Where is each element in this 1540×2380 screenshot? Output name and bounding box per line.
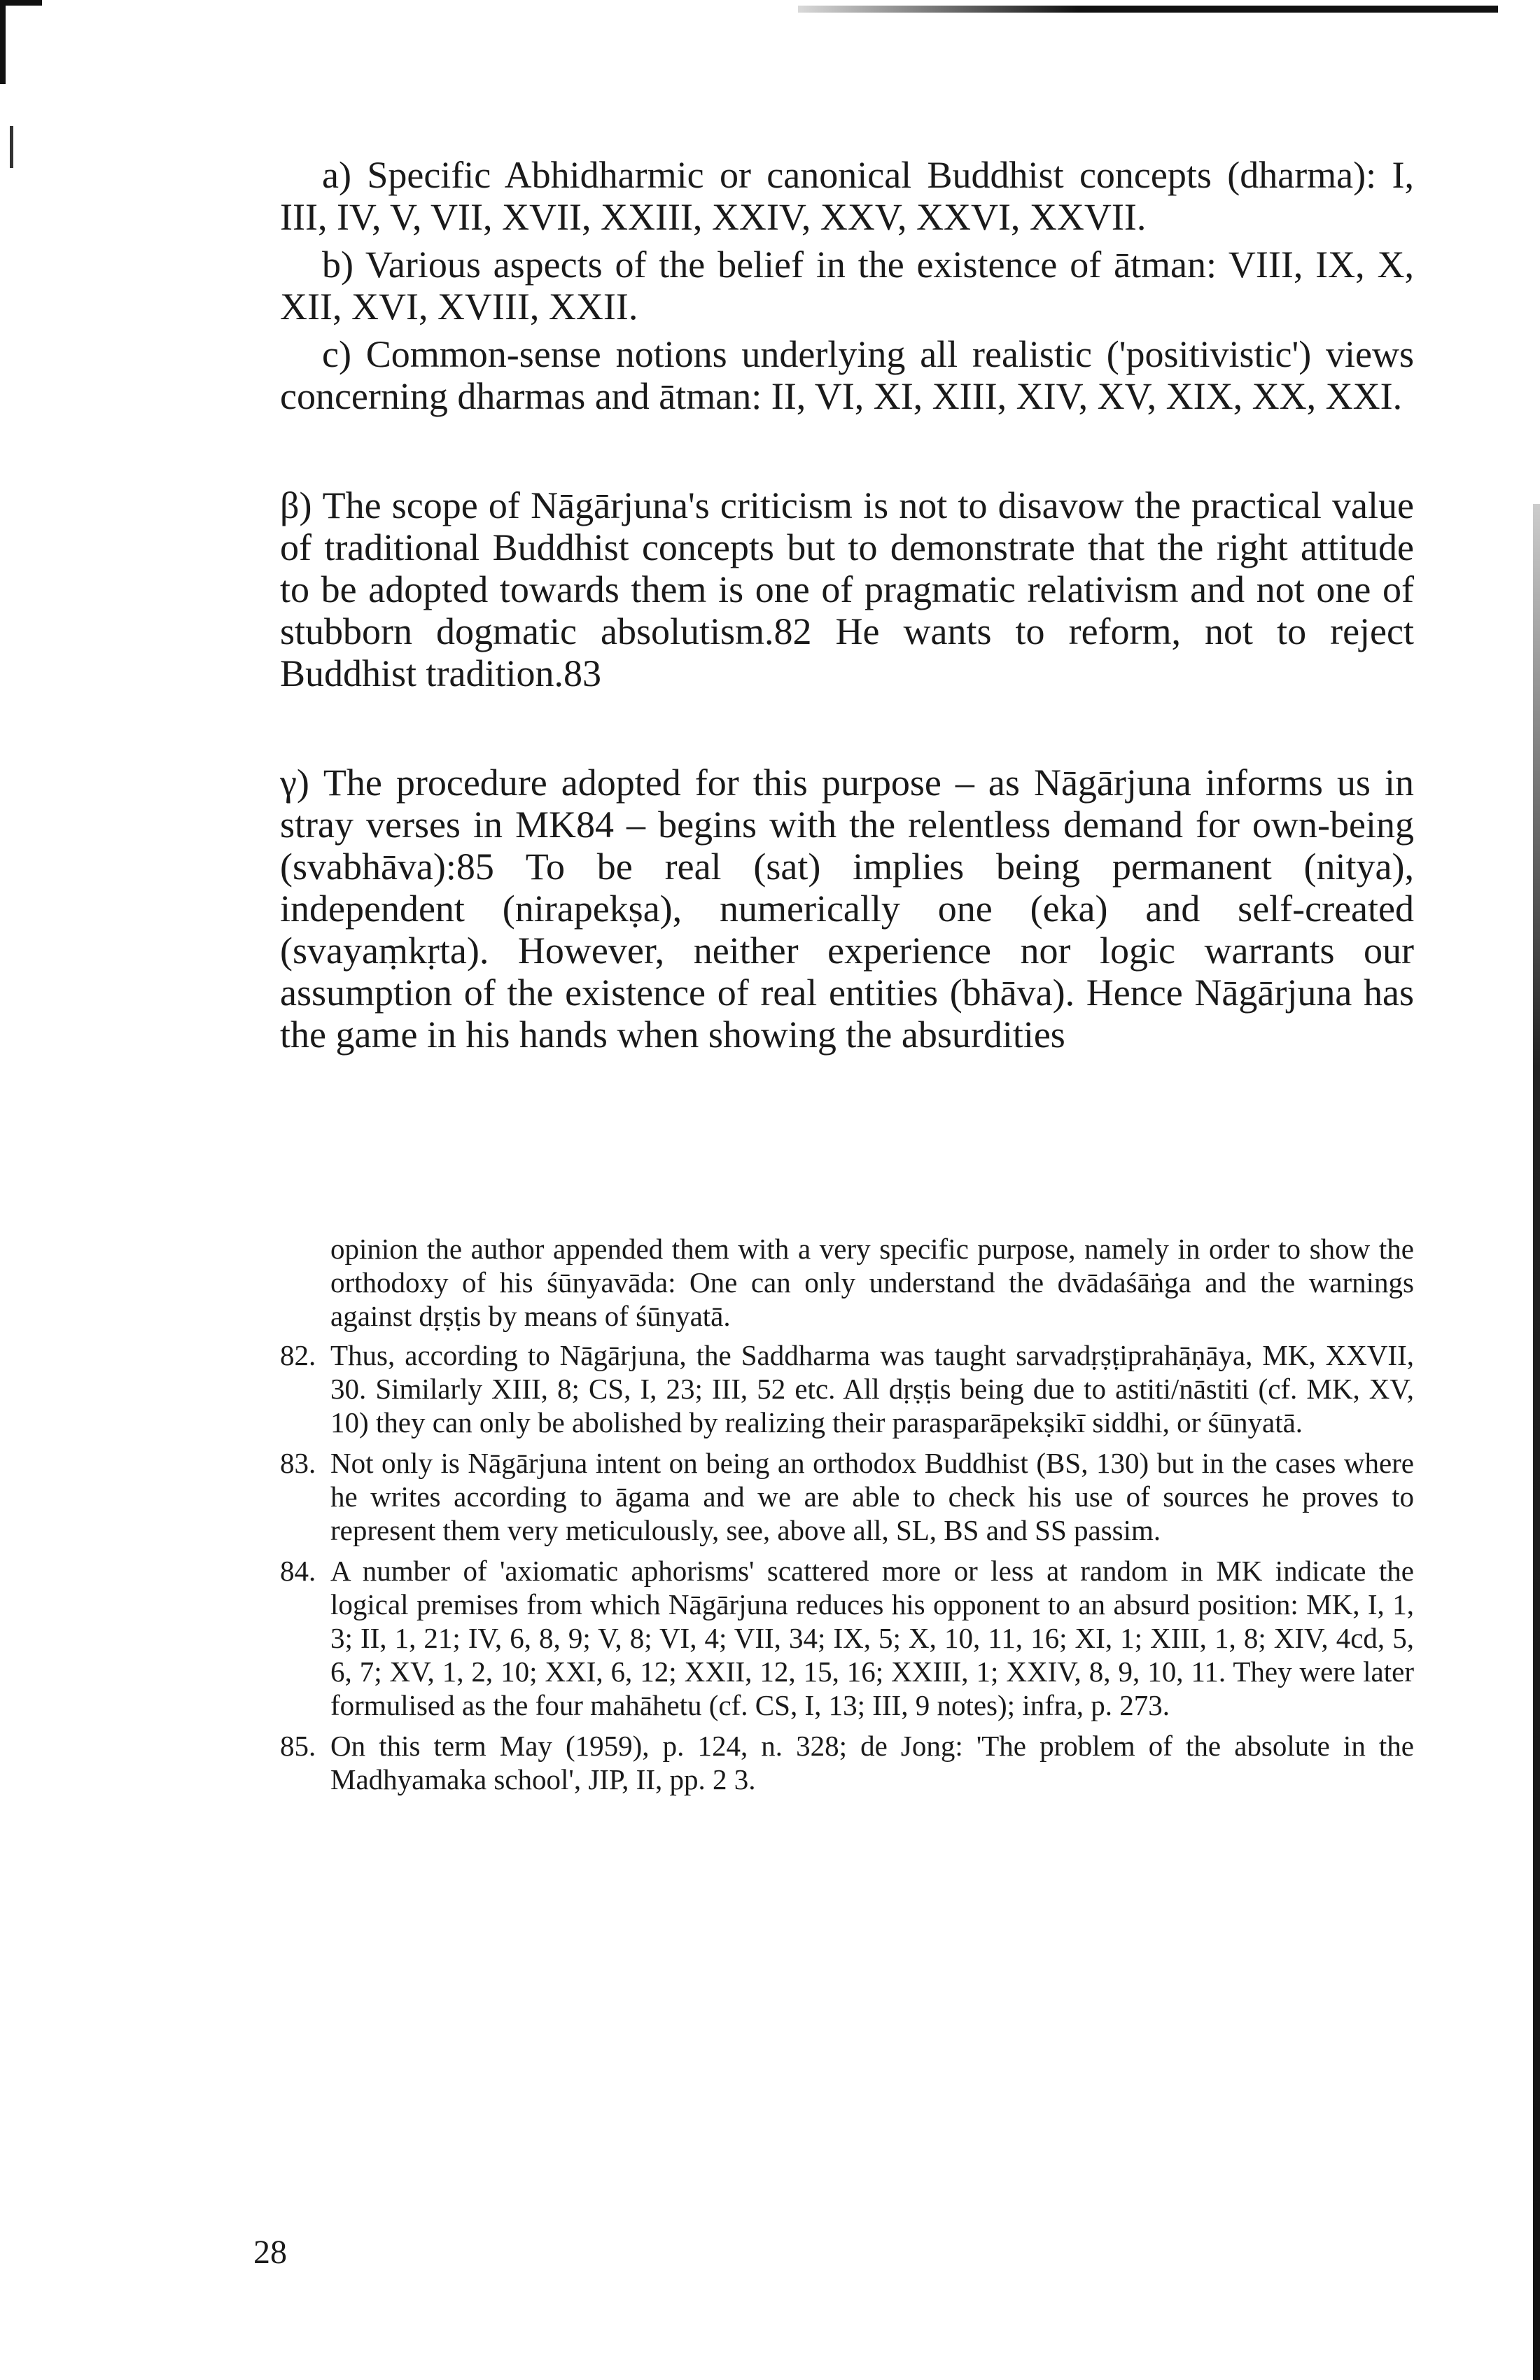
list-item-c: c) Common-sense notions underlying all realistic ('positivistic') views concerning dharmas and ātman: II, VI, XI, XIII, XIV, XV, XIX, XX, XXI. [280,333,1414,417]
paragraph-beta: β) The scope of Nāgārjuna's criticism is not to disavow the practical value of traditional Buddhist concepts but to demonstrate that the right attitude to be adopted towards them is one of pragmatic relativism and not one of stubborn dogmatic absolutism.82 He wants to reform, not to reject Buddhist tradition.83 [280,484,1414,694]
footnotes [280,1232,1414,1803]
footnote-83 [280,1446,1414,1547]
scan-corner-mark-vertical [0,0,6,84]
footnote-text: Thus, according to Nāgārjuna, the Saddharma was taught sarvadṛṣṭiprahāṇāya, MK, XXVII, 30. Similarly XIII, 8; CS, I, 23; III, 52 etc. All dṛṣṭis being due to astiti/nāstiti (cf. MK, XV, 10) they can only be abolished by realizing their parasparāpekṣikī siddhi, or śūnyatā. [330,1339,1414,1438]
scan-top-rule [798,6,1498,13]
list-item-a: a) Specific Abhidharmic or canonical Buddhist concepts (dharma): I, III, IV, V, VII, XVII, XXIII, XXIV, XXV, XXVI, XXVII. [280,154,1414,238]
main-text [280,154,1414,1056]
scan-corner-mark [0,0,42,6]
footnote-continuation: opinion the author appended them with a very specific purpose, namely in order to show the orthodoxy of his śūnyavāda: One can only understand the dvādaśāṅga and the warnings against dṛṣṭis by means of śūnyatā. [330,1233,1414,1332]
footnote-number: 83. [280,1447,316,1479]
footnote-text: Not only is Nāgārjuna intent on being an orthodox Buddhist (BS, 130) but in the cases where he writes according to āgama and we are able to check his use of sources he proves to represent them very meticulously, see, above all, SL, BS and SS passim. [330,1447,1414,1546]
scan-left-mark [10,126,13,168]
footnote-85 [280,1729,1414,1796]
page-number: 28 [253,2234,287,2271]
paragraph-gamma: γ) The procedure adopted for this purpose – as Nāgārjuna informs us in stray verses in MK84 – begins with the relentless demand for own-being (svabhāva):85 To be real (sat) implies being permanent (nitya), independent (nirapekṣa), numerically one (eka) and self-created (svayaṃkṛta). However, neither experience nor logic warrants our assumption of the existence of real entities (bhāva). Hence Nāgārjuna has the game in his hands when showing the absurdities [280,762,1414,1056]
scan-right-edge [1533,504,1540,2380]
footnote-number: 82. [280,1339,316,1371]
footnote-82 [280,1338,1414,1439]
footnote-number: 84. [280,1555,316,1587]
footnote-84 [280,1554,1414,1722]
footnote-text: A number of 'axiomatic aphorisms' scattered more or less at random in MK indicate the logical premises from which Nāgārjuna reduces his opponent to an absurd position: MK, I, 1, 3; II, 1, 21; IV, 6, 8, 9; V, 8; VI, 4; VII, 34; IX, 5; X, 10, 11, 16; XI, 1; XIII, 1, 8; XIV, 4cd, 5, 6, 7; XV, 1, 2, 10; XXI, 6, 12; XXII, 12, 15, 16; XXIII, 1; XXIV, 8, 9, 10, 11. They were later formulised as the four mahāhetu (cf. CS, I, 13; III, 9 notes); infra, p. 273. [330,1555,1414,1721]
footnote-number: 85. [280,1730,316,1762]
list-item-b: b) Various aspects of the belief in the existence of ātman: VIII, IX, X, XII, XVI, XVIII, XXII. [280,244,1414,328]
footnote-text: On this term May (1959), p. 124, n. 328; de Jong: 'The problem of the absolute in the Madhyamaka school', JIP, II, pp. 2 3. [330,1730,1414,1795]
